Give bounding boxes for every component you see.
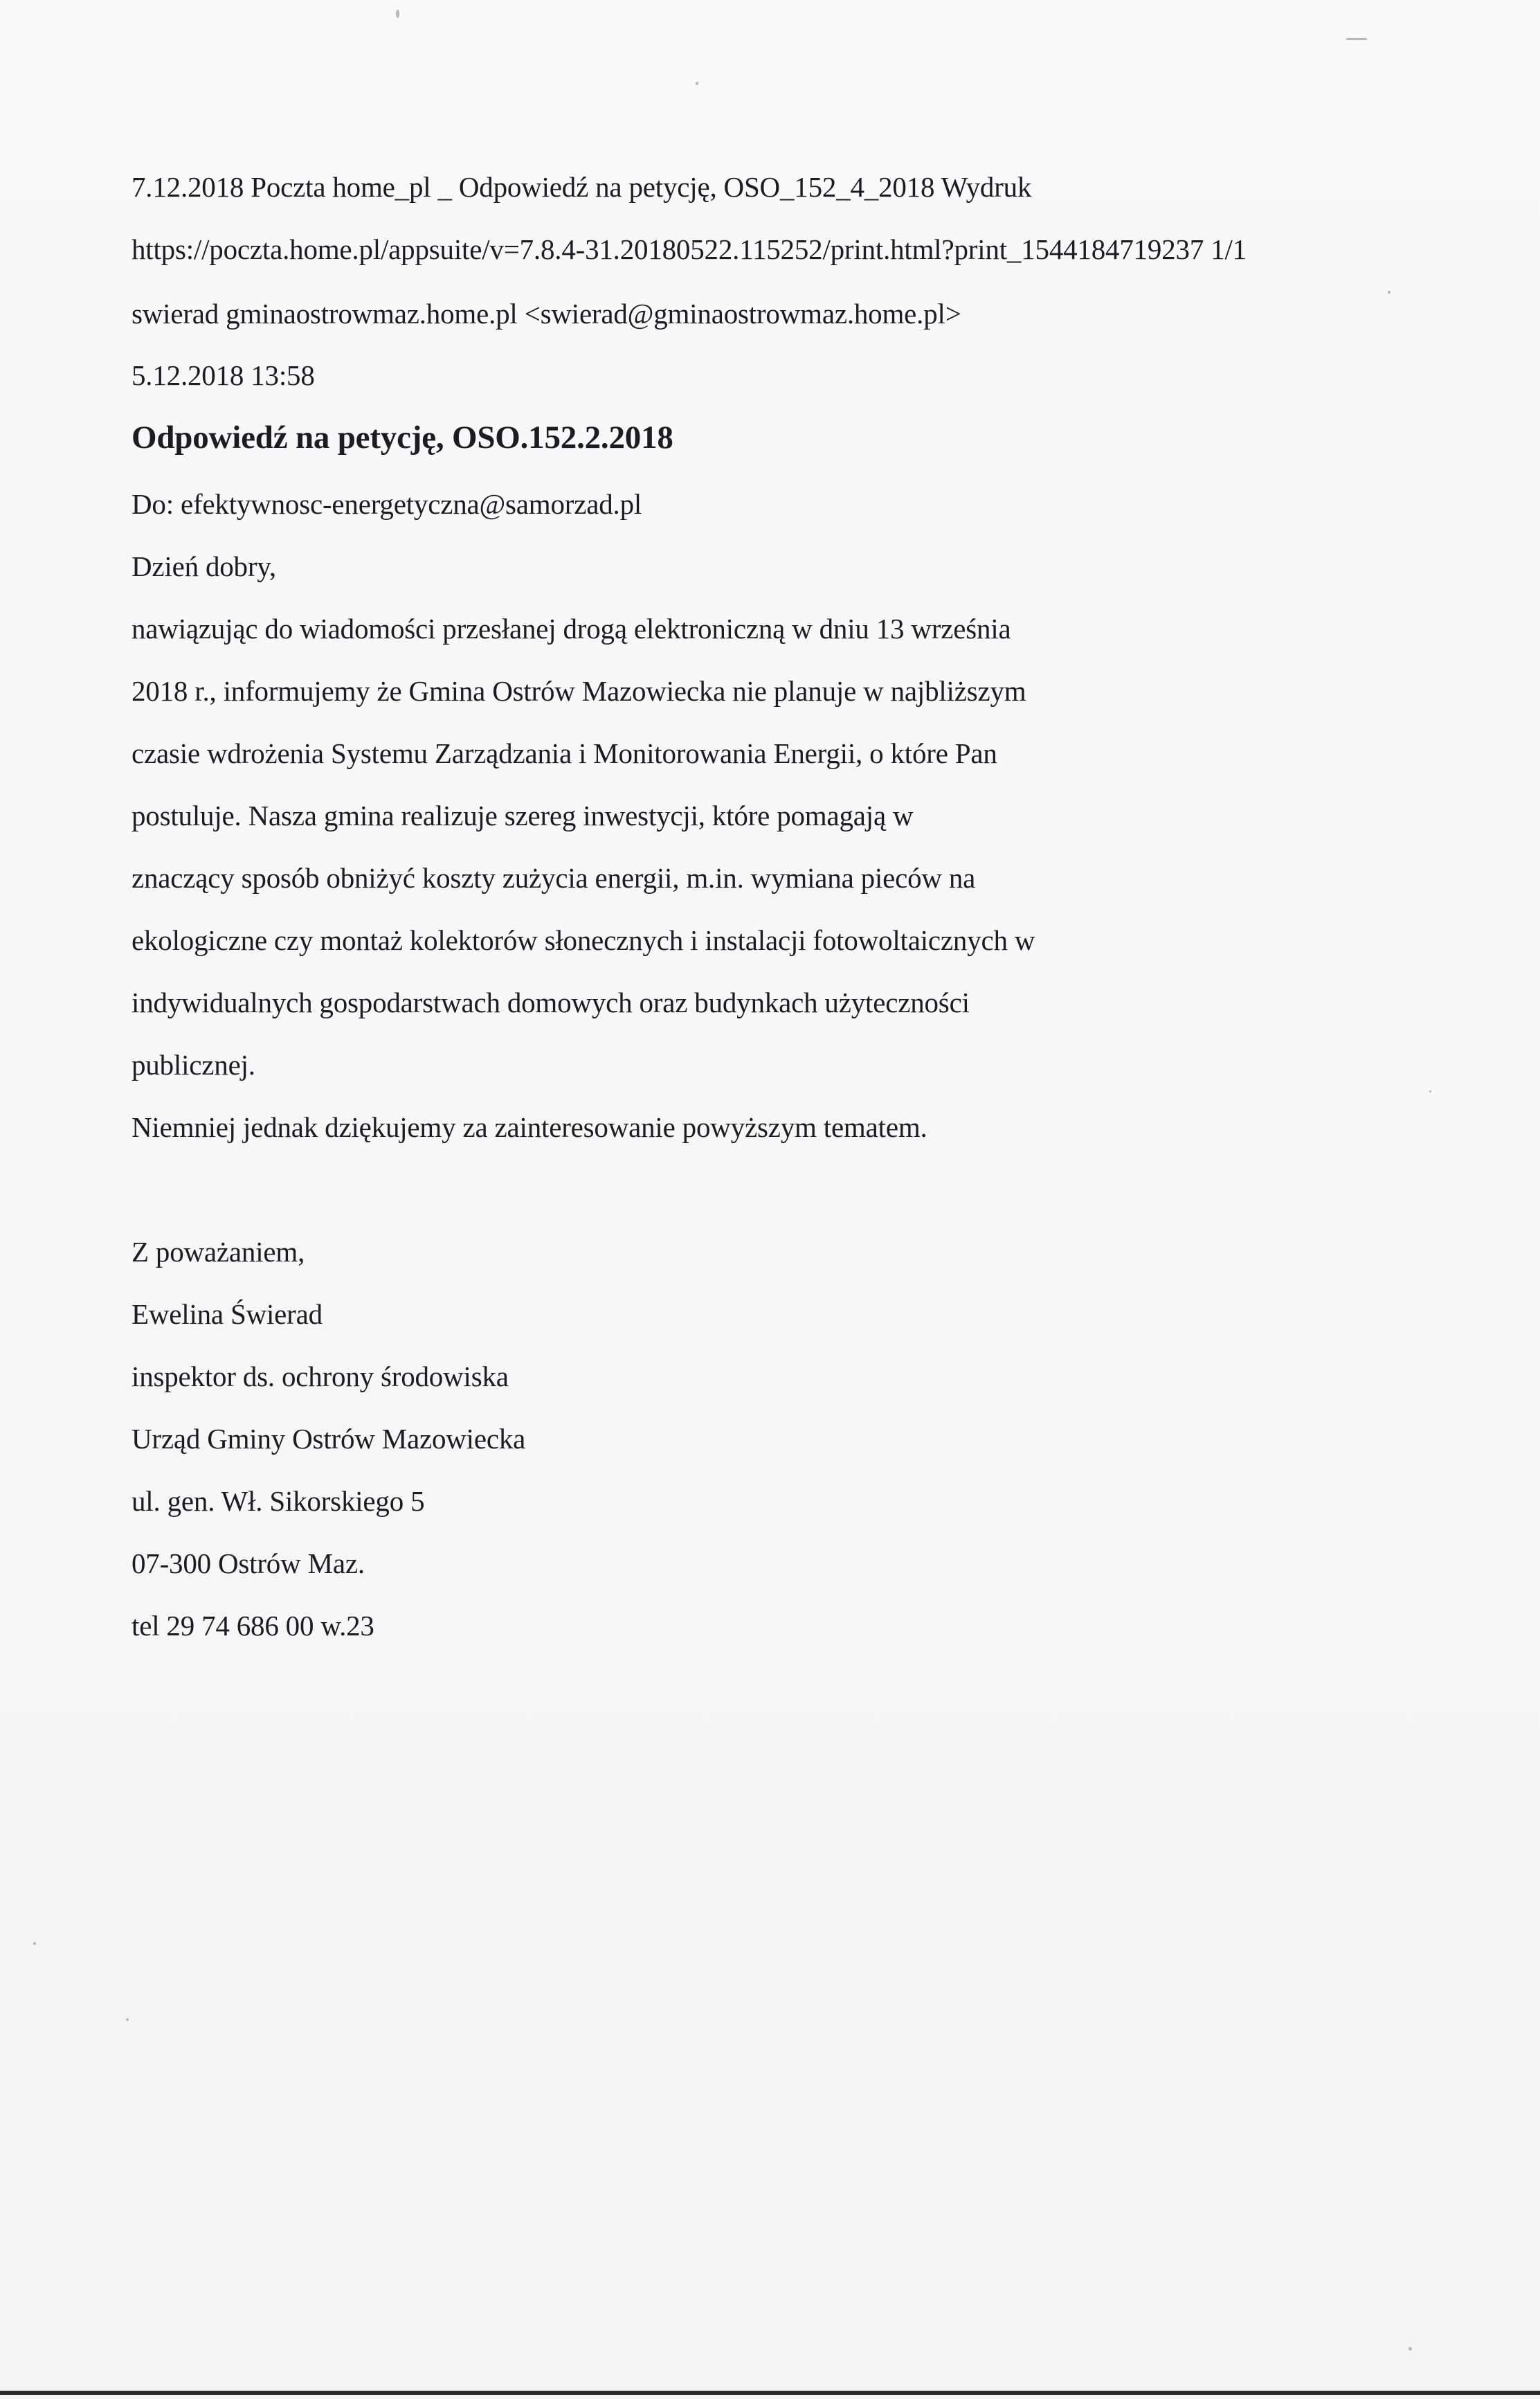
- paragraph-line: indywidualnych gospodarstwach domowych oraz budynkach użyteczności: [132, 987, 970, 1018]
- paragraph-line: ekologiczne czy montaż kolektorów słonecznych i instalacji fotowoltaicznych w: [132, 924, 1035, 956]
- scan-speck: [1408, 2347, 1412, 2351]
- signature-postal: 07-300 Ostrów Maz.: [132, 1547, 365, 1579]
- paragraph-line: 2018 r., informujemy że Gmina Ostrów Mazowiecka nie planuje w najbliższym: [132, 675, 1026, 707]
- email-recipient: Do: efektywnosc-energetyczna@samorzad.pl: [132, 488, 642, 520]
- email-subject: Odpowiedź na petycję, OSO.152.2.2018: [132, 420, 673, 456]
- email-sender: swierad gminaostrowmaz.home.pl <swierad@gminaostrowmaz.home.pl>: [132, 298, 961, 330]
- scan-speck: [696, 82, 698, 85]
- paragraph-line: publicznej.: [132, 1049, 255, 1081]
- signature-office: Urząd Gminy Ostrów Mazowiecka: [132, 1423, 526, 1455]
- paragraph-line: postuluje. Nasza gmina realizuje szereg inwestycji, które pomagają w: [132, 800, 914, 832]
- signature-name: Ewelina Świerad: [132, 1298, 323, 1330]
- scan-speck: [33, 1942, 36, 1945]
- signature-street: ul. gen. Wł. Sikorskiego 5: [132, 1485, 425, 1517]
- paragraph-line: nawiązując do wiadomości przesłanej drogą elektroniczną w dniu 13 września: [132, 613, 1011, 645]
- paragraph-line: znaczący sposób obniżyć koszty zużycia energii, m.in. wymiana pieców na: [132, 862, 976, 894]
- scan-speck: [1429, 1090, 1431, 1093]
- page-bottom-edge: [0, 2391, 1540, 2395]
- signature-position: inspektor ds. ochrony środowiska: [132, 1360, 509, 1392]
- signature-salutation: Z poważaniem,: [132, 1236, 305, 1268]
- print-header-title: 7.12.2018 Poczta home_pl _ Odpowiedź na petycję, OSO_152_4_2018 Wydruk: [132, 171, 1032, 203]
- scan-speck: [1388, 291, 1390, 294]
- scan-speck: [1346, 38, 1367, 40]
- paragraph-line: czasie wdrożenia Systemu Zarządzania i Monitorowania Energii, o które Pan: [132, 737, 997, 769]
- closing-line: Niemniej jednak dziękujemy za zainteresowanie powyższym tematem.: [132, 1111, 927, 1143]
- scan-speck: [396, 10, 399, 18]
- print-header-url: https://poczta.home.pl/appsuite/v=7.8.4-31.20180522.115252/print.html?print_1544184719237 1/1: [132, 233, 1247, 265]
- email-date: 5.12.2018 13:58: [132, 359, 315, 391]
- signature-phone: tel 29 74 686 00 w.23: [132, 1610, 374, 1642]
- greeting: Dzień dobry,: [132, 550, 276, 582]
- scan-speck: [126, 2018, 129, 2021]
